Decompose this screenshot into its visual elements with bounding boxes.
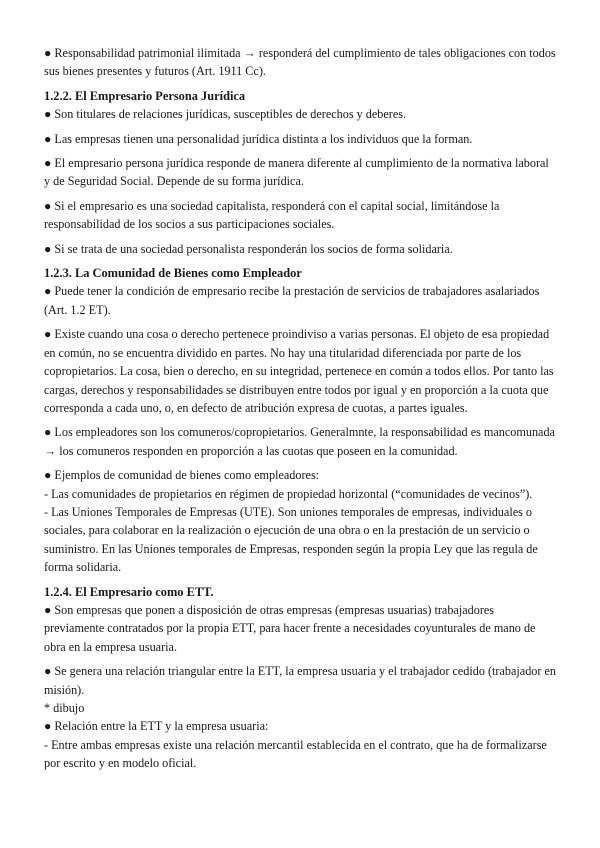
paragraph-responde-diferente: ● El empresario persona jurídica responde de manera diferente al cumplimiento de la normativa laboral y de Seguridad Social. Depende de su forma jurídica.: [44, 156, 549, 189]
paragraph-personalidad-juridica: ● Las empresas tienen una personalidad jurídica distinta a los individuos que la forman.: [44, 131, 473, 146]
paragraph-ett-definicion: ● Son empresas que ponen a disposición de otras empresas (empresas usuarias) trabajadores previamente contratados por la propia ETT, para hacer frente a necesidades coyunturales de mano de obra en la empresa usuaria.: [44, 602, 536, 654]
paragraph-sociedad-personalista: ● Si se trata de una sociedad personalista responderán los socios de forma solidaria.: [44, 241, 453, 256]
paragraph-condicion-empresario: ● Puede tener la condición de empresario recibe la prestación de servicios de trabajadores asalariados (Art. 1.2 ET).: [44, 284, 540, 317]
paragraph-titulares: ● Son titulares de relaciones jurídicas, susceptibles de derechos y deberes.: [44, 107, 407, 122]
paragraph-responsabilidad-ilimitada: ● Responsabilidad patrimonial ilimitada → responderá del cumplimiento de tales obligaciones con todos sus bienes presentes y futuros (Art. 1911 Cc).: [44, 46, 556, 79]
section-heading-ett: 1.2.4. El Empresario como ETT.: [44, 584, 214, 599]
paragraph-relacion-ett-usuaria: ● Relación entre la ETT y la empresa usuaria:: [44, 719, 269, 734]
paragraph-dibujo: * dibujo: [44, 701, 85, 715]
paragraph-ute: - Las Uniones Temporales de Empresas (UTE). Son uniones temporales de empresas, individuales o sociales, para colaborar en la realización o ejecución de una obra o en la prestación de un servicio o suministro. En las Uniones temporales de Empresas, responden según la propia Ley que las regula de forma solidaria.: [44, 504, 538, 575]
paragraph-comuneros: ● Los empleadores son los comuneros/copropietarios. Generalmnte, la responsabilidad es mancomunada → los comuneros responden en proporción a las cuotas que poseen en la comunidad.: [44, 425, 555, 458]
section-heading-persona-juridica: 1.2.2. El Empresario Persona Jurídica: [44, 88, 246, 103]
paragraph-ejemplos: ● Ejemplos de comunidad de bienes como empleadores:: [44, 468, 320, 483]
section-heading-comunidad-bienes: 1.2.3. La Comunidad de Bienes como Empleador: [44, 266, 302, 281]
paragraph-relacion-mercantil: - Entre ambas empresas existe una relación mercantil establecida en el contrato, que ha de formalizarse por escrito y en modelo oficial.: [44, 737, 547, 771]
document-page: [44, 44, 556, 773]
paragraph-comunidades-propietarios: - Las comunidades de propietarios en régimen de propiedad horizontal (“comunidades de vecinos”).: [44, 486, 533, 501]
paragraph-relacion-triangular: ● Se genera una relación triangular entre la ETT, la empresa usuaria y el trabajador cedido (trabajador en misión).: [44, 664, 556, 697]
paragraph-sociedad-capitalista: ● Si el empresario es una sociedad capitalista, responderá con el capital social, limitándose la responsabilidad de los socios a sus participaciones sociales.: [44, 198, 500, 232]
paragraph-proindiviso: ● Existe cuando una cosa o derecho pertenece proindiviso a varias personas. El objeto de esa propiedad en común, no se encuentra dividido en partes. No hay una titularidad diferenciada por parte de los copropietarios. La cosa, bien o derecho, en su integridad, pertenece en común a todos ellos. Por tanto las cargas, derechos y responsabilidades se distribuyen entre todos por igual y en proporción a la cuota que corresponda a cada uno, o, en defecto de atribución expresa de cuotas, a partes iguales.: [44, 327, 554, 415]
